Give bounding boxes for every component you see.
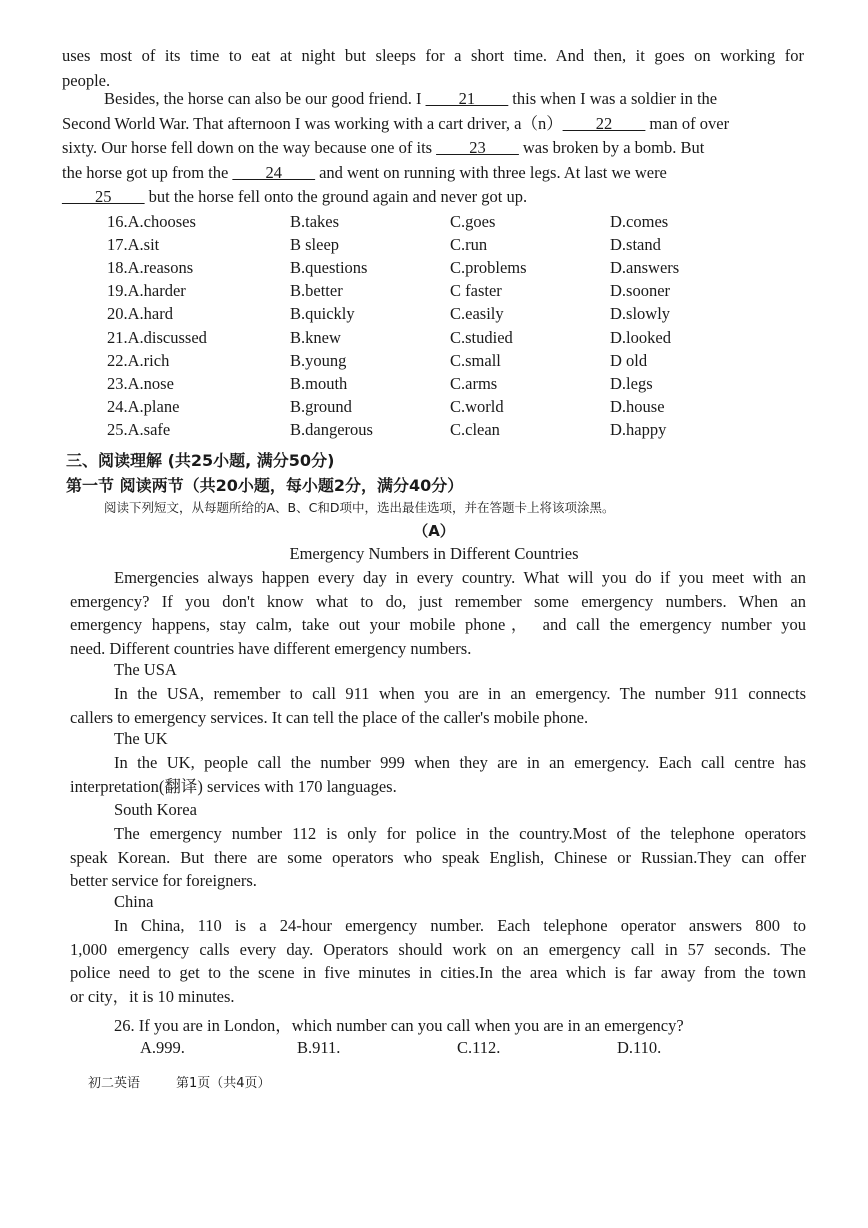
option-b[interactable]: B.questions [290,258,368,277]
option-d[interactable]: D.happy [610,420,667,439]
instructions: 阅读下列短文，从每题所给的A、B、C和D项中，选出最佳选项，并在答题卡上将该项涂黑。 [104,500,615,515]
blank-23[interactable]: ____23____ [436,138,519,157]
option-c[interactable]: C.small [450,351,501,370]
text-line [62,136,804,161]
cloze-paragraph-1 [62,44,804,93]
option-d[interactable]: D.house [610,397,665,416]
option-d[interactable]: D.looked [610,328,671,347]
option-a[interactable]: 20.A.hard [107,304,173,323]
option-row [0,395,868,418]
part-title: 第一节 阅读两节（共20小题，每小题2分，满分40分） [66,476,464,495]
country-heading-uk: The UK [114,729,168,748]
text-segment: was broken by a bomb. But [518,138,705,157]
option-a[interactable]: 22.A.rich [107,351,170,370]
option-c[interactable]: C.arms [450,374,498,393]
text-segment: the horse got up from the [62,162,233,182]
option-d[interactable]: D.answers [610,258,680,277]
text-line: In the UK, people call the number 999 when they are in an emergency. Each call centre has [114,753,806,772]
option-row [0,279,868,302]
option-d[interactable]: D.legs [610,374,653,393]
question-26-stem: 26. If you are in London，which number can you call when you are in an emergency? [114,1016,684,1035]
text-line: callers to emergency services. It can tell the place of the caller's mobile phone. [70,707,589,727]
option-row [0,233,868,256]
text-line: speak Korean. But there are some operators who speak English, Chinese or Russian.They can offer [70,847,806,867]
passage-label: （A） [413,522,455,540]
text-line [62,161,804,186]
option-a[interactable]: 18.A.reasons [107,258,194,277]
uk-paragraph [70,751,806,798]
option-b[interactable]: B.takes [290,212,340,231]
text-line: emergency happens, stay calm, take out your mobile phone， and call the emergency number you [70,615,806,634]
blank-21[interactable]: ____21____ [425,89,509,108]
text-line: 1,000 emergency calls every day. Operators should work on an emergency call in 57 seconds. The [70,939,806,959]
option-c[interactable]: C.goes [450,212,496,231]
option-b[interactable]: B.knew [290,328,341,347]
text-line: In the USA, remember to call 911 when you are in an emergency. The number 911 connects [114,684,806,703]
blank-22[interactable]: ____22____ [562,113,646,133]
footer-page-number: 第1页（共4页） [176,1076,271,1091]
cloze-paragraph-2 [62,87,804,210]
option-row [0,326,868,349]
option-c[interactable]: C.112. [457,1038,501,1057]
country-heading-korea: South Korea [114,800,197,819]
footer-subject: 初二英语 [88,1076,141,1091]
option-c[interactable]: C faster [450,281,502,300]
text-line: Emergencies always happen every day in every country. What will you do if you meet with an [114,568,806,587]
text-line [62,87,804,112]
option-d[interactable]: D.110. [617,1038,662,1057]
text-line: police need to get to the scene in five minutes in cities.In the area which is far away from the town [70,963,806,982]
text-line: The emergency number 112 is only for police in the country.Most of the telephone operators [114,824,806,843]
option-c[interactable]: C.run [450,235,488,254]
blank-25[interactable]: ____25____ [62,187,145,206]
option-d[interactable]: D.sooner [610,281,671,300]
option-c[interactable]: C.clean [450,420,500,439]
text-segment: Besides, the horse can also be our good friend. I [104,89,426,108]
usa-paragraph [70,682,806,729]
korea-paragraph [70,822,806,893]
blank-24[interactable]: ____24____ [232,162,315,182]
option-a[interactable]: 16.A.chooses [107,212,196,231]
section-title: 三、阅读理解 (共25小题, 满分50分) [66,451,335,470]
option-a[interactable]: 21.A.discussed [107,328,207,347]
text-segment: and went on running with three legs. At last we were [314,162,667,182]
text-line: interpretation(翻译) services with 170 languages. [70,776,397,796]
option-row [0,349,868,372]
option-c[interactable]: C.studied [450,328,513,347]
option-a[interactable]: 24.A.plane [107,397,180,416]
text-segment: but the horse fell onto the ground again and never got up. [144,187,528,206]
option-row [0,256,868,279]
question-26-options [0,1036,868,1059]
option-c[interactable]: C.easily [450,304,504,323]
text-line: emergency? If you don't know what to do, just remember some emergency numbers. When an [70,591,806,611]
option-row [0,302,868,325]
option-b[interactable]: B.young [290,351,347,370]
option-c[interactable]: C.world [450,397,504,416]
country-heading-china: China [114,892,154,911]
option-a[interactable]: 25.A.safe [107,420,171,439]
passage-title: Emergency Numbers in Different Countries [289,544,579,563]
option-b[interactable]: B sleep [290,235,340,254]
option-c[interactable]: C.problems [450,258,527,277]
option-a[interactable]: 17.A.sit [107,235,160,254]
option-b[interactable]: B.dangerous [290,420,373,439]
text-segment: this when I was a soldier in the [508,89,718,108]
option-row [0,418,868,441]
option-row [0,372,868,395]
option-b[interactable]: B.better [290,281,343,300]
option-a[interactable]: 19.A.harder [107,281,186,300]
text-line: In China, 110 is a 24-hour emergency number. Each telephone operator answers 800 to [114,916,806,935]
text-line: uses most of its time to eat at night but sleeps for a short time. And then, it goes on working for [62,46,804,65]
text-segment: man of over [645,113,730,133]
option-b[interactable]: B.ground [290,397,352,416]
option-b[interactable]: B.mouth [290,374,348,393]
option-d[interactable]: D old [610,351,648,370]
text-segment: sixty. Our horse fell down on the way because one of its [62,138,437,157]
option-a[interactable]: A.999. [140,1038,185,1057]
text-line: or city，it is 10 minutes. [70,986,235,1006]
option-b[interactable]: B.quickly [290,304,355,323]
country-heading-usa: The USA [114,660,177,679]
option-b[interactable]: B.911. [297,1038,341,1057]
text-line: people. [62,70,111,90]
text-line: need. Different countries have different emergency numbers. [70,638,472,658]
text-line [62,185,804,210]
passage-intro [70,566,806,660]
option-d[interactable]: D.comes [610,212,669,231]
text-line [62,112,804,137]
option-row [0,210,868,233]
option-a[interactable]: 23.A.nose [107,374,174,393]
option-d[interactable]: D.slowly [610,304,671,323]
china-paragraph [70,914,806,1008]
text-segment: Second World War. That afternoon I was working with a cart driver, a（n） [62,113,563,133]
option-d[interactable]: D.stand [610,235,661,254]
text-line: better service for foreigners. [70,871,257,890]
